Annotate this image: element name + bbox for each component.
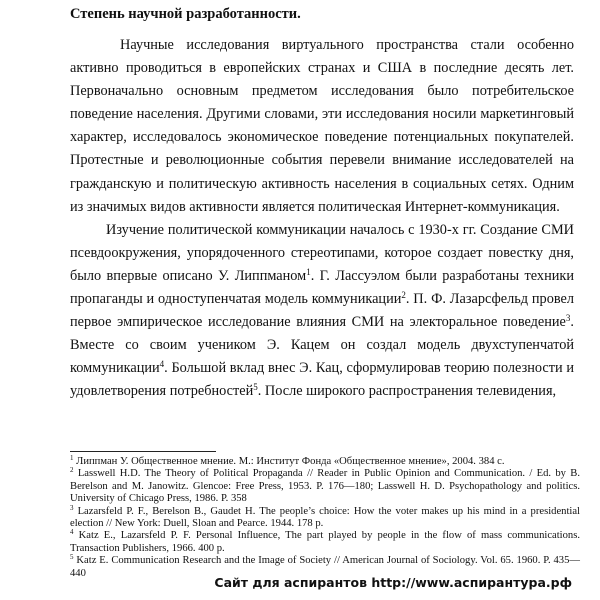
footnote-ref-3[interactable]: 3 (565, 313, 571, 324)
paragraph-2 (70, 219, 574, 404)
footnote-2 (70, 468, 580, 505)
paragraph-2-text: . Г. Лассуэлом были разработаны техники пропаганды и одноступенчатая модель коммуникации (70, 267, 574, 308)
footnote-number: 2 (70, 466, 74, 475)
footnote-text: Lasswell H.D. The Theory of Political Propaganda // Reader in Public Opinion and Communication. / Ed. by B. Berelson and M. Janowitz. Glencoe: Free Press, 1953. P. 176—180; Lasswell H. D. Psychopathology and politics. University of Chicago Press, 1986. P. 358 (70, 468, 580, 505)
footnote-ref-4[interactable]: 4 (159, 359, 165, 370)
footnotes (70, 456, 580, 580)
footnote-number: 1 (70, 454, 74, 462)
footnote-ref-1[interactable]: 1 (306, 266, 311, 277)
footnote-1 (70, 456, 580, 468)
footnote-separator (70, 451, 216, 452)
footnote-3 (70, 503, 580, 531)
footnote-text: Katz E., Lazarsfeld P. F. Personal Influence, The part played by people in the flow of mass communications. Transaction Publishers, 1966. 400 p. (70, 530, 580, 554)
paragraph-1: Научные исследования виртуального пространства стали особенно активно проводиться в европейских странах и США в последние десять лет. Первоначально основным предметом исследования было потребительское поведение населения. Другими словами, эти исследования носили маркетинговый характер, исследовалось экономическое поведение потенциальных покупателей. Протестные и революционные события перевели внимание исследователей на гражданскую и политическую активность населения в социальных сетях. Одним из значимых видов активности является политическая Интернет-коммуникация. (70, 37, 574, 215)
paragraph-2-text: Изучение политической коммуникации началось с 1930-х гг. Создание СМИ псевдоокружения, упорядоченного стереотипами, которое создает повестку дня, было впервые описано У. Липпманом (70, 221, 574, 284)
footnote-text: Lazarsfeld P. F., Berelson B., Gaudet H. The people’s choice: How the voter makes up his mind in a presidential election // New York: Duell, Sloan and Pearce. 1944. 178 p. (70, 505, 580, 530)
footnote-4 (70, 530, 580, 555)
footnote-text: Katz E. Communication Research and the Image of Society // American Journal of Sociology. Vol. 65. 1960. P. 435—440 (70, 555, 580, 579)
footnote-number: 3 (70, 503, 74, 512)
paragraph-2-text: . Вместе со своим учеником Э. Кацем он создал модель двухступенчатой коммуникации (70, 314, 574, 377)
document-page (70, 0, 580, 600)
paragraph-2-text: . П. Ф. Лазарсфельд провел первое эмпирическое исследование влияния СМИ на электоральное поведение (70, 291, 574, 331)
footnote-number: 4 (70, 528, 74, 537)
body-text (70, 34, 574, 404)
site-caption: Сайт для аспирантов http://www.аспирантура.рф (214, 575, 572, 590)
footnote-text: Липпман У. Общественное мнение. М.: Институт Фонда «Общественное мнение», 2004. 384 с. (76, 456, 505, 467)
paragraph-2-text: . Большой вклад внес Э. Кац, сформулировав теорию полезности и удовлетворения потребностей (70, 360, 574, 400)
footnote-number: 5 (70, 553, 74, 562)
paragraph-2-text: . После широкого распространения телевидения, (257, 383, 557, 400)
footnote-ref-2[interactable]: 2 (401, 290, 406, 301)
section-heading: Степень научной разработанности. (70, 6, 301, 22)
footnote-ref-5[interactable]: 5 (253, 382, 258, 393)
